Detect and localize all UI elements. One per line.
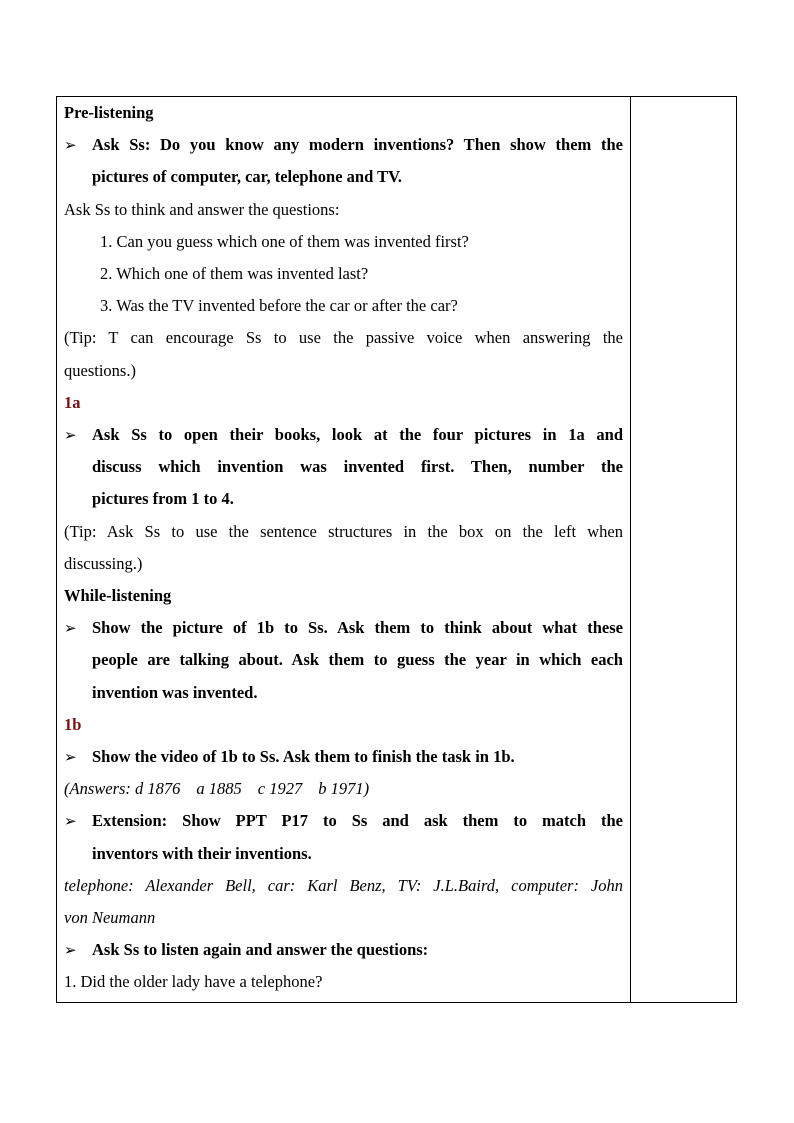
while-listening-heading: While-listening <box>64 586 172 606</box>
video-bullet <box>64 741 623 773</box>
section-label-1a: 1a <box>64 392 81 412</box>
inventors-text: von Neumann <box>64 908 156 928</box>
lesson-table <box>56 96 737 1003</box>
bullet-continuation: pictures of computer, car, telephone and TV. <box>92 167 403 187</box>
bullet-continuation: invention was invented. <box>92 682 258 702</box>
tip-text: (Tip: T can encourage Ss to use the passive voice when answering the <box>64 328 623 348</box>
answer-item: (Answers: d 1876 <box>64 779 181 799</box>
bullet-text: Extension: Show PPT P17 to Ss and ask them to match the <box>92 811 623 831</box>
bullet-text: Ask Ss to listen again and answer the questions: <box>92 940 429 960</box>
inventors-text: telephone: Alexander Bell, car: Karl Benz, TV: J.L.Baird, computer: John <box>64 875 623 895</box>
section-label-1b: 1b <box>64 714 82 734</box>
pre-listening-bullet <box>64 129 623 161</box>
answers-line <box>64 773 623 805</box>
arrow-bullet-icon: ➢ <box>64 426 77 445</box>
bullet-text: Ask Ss: Do you know any modern inventions? Then show them the <box>92 135 623 155</box>
ask-intro: Ask Ss to think and answer the questions: <box>64 199 340 219</box>
pre-listening-heading: Pre-listening <box>64 103 154 122</box>
bullet-continuation: discuss which invention was invented first. Then, number the <box>92 457 623 477</box>
section-1a-bullet <box>64 419 623 451</box>
arrow-bullet-icon: ➢ <box>64 619 77 638</box>
tip-text: discussing.) <box>64 553 143 573</box>
procedure-cell <box>57 97 631 1002</box>
question-item: 1. Did the older lady have a telephone? <box>64 972 323 992</box>
listen-again-bullet <box>64 934 623 966</box>
answer-item: a 1885 <box>196 779 242 799</box>
question-item: 1. Can you guess which one of them was invented first? <box>100 231 469 251</box>
bullet-text: Ask Ss to open their books, look at the four pictures in 1a and <box>92 425 623 445</box>
tip-text: questions.) <box>64 360 136 380</box>
question-item: 3. Was the TV invented before the car or after the car? <box>100 296 458 316</box>
bullet-text: Show the video of 1b to Ss. Ask them to finish the task in 1b. <box>92 747 515 767</box>
answer-item: b 1971) <box>318 779 370 799</box>
while-listening-bullet <box>64 612 623 644</box>
bullet-continuation: people are talking about. Ask them to guess the year in which each <box>92 650 623 670</box>
arrow-bullet-icon: ➢ <box>64 812 77 831</box>
arrow-bullet-icon: ➢ <box>64 748 77 767</box>
extension-bullet <box>64 805 623 837</box>
answer-item: c 1927 <box>257 779 303 799</box>
tip-text: (Tip: Ask Ss to use the sentence structures in the box on the left when <box>64 521 623 541</box>
notes-cell <box>631 97 736 1002</box>
question-item: 2. Which one of them was invented last? <box>100 264 369 284</box>
bullet-continuation: inventors with their inventions. <box>92 843 312 863</box>
bullet-text: Show the picture of 1b to Ss. Ask them to think about what these <box>92 618 623 638</box>
arrow-bullet-icon: ➢ <box>64 941 77 960</box>
bullet-continuation: pictures from 1 to 4. <box>92 489 234 509</box>
arrow-bullet-icon: ➢ <box>64 136 77 155</box>
